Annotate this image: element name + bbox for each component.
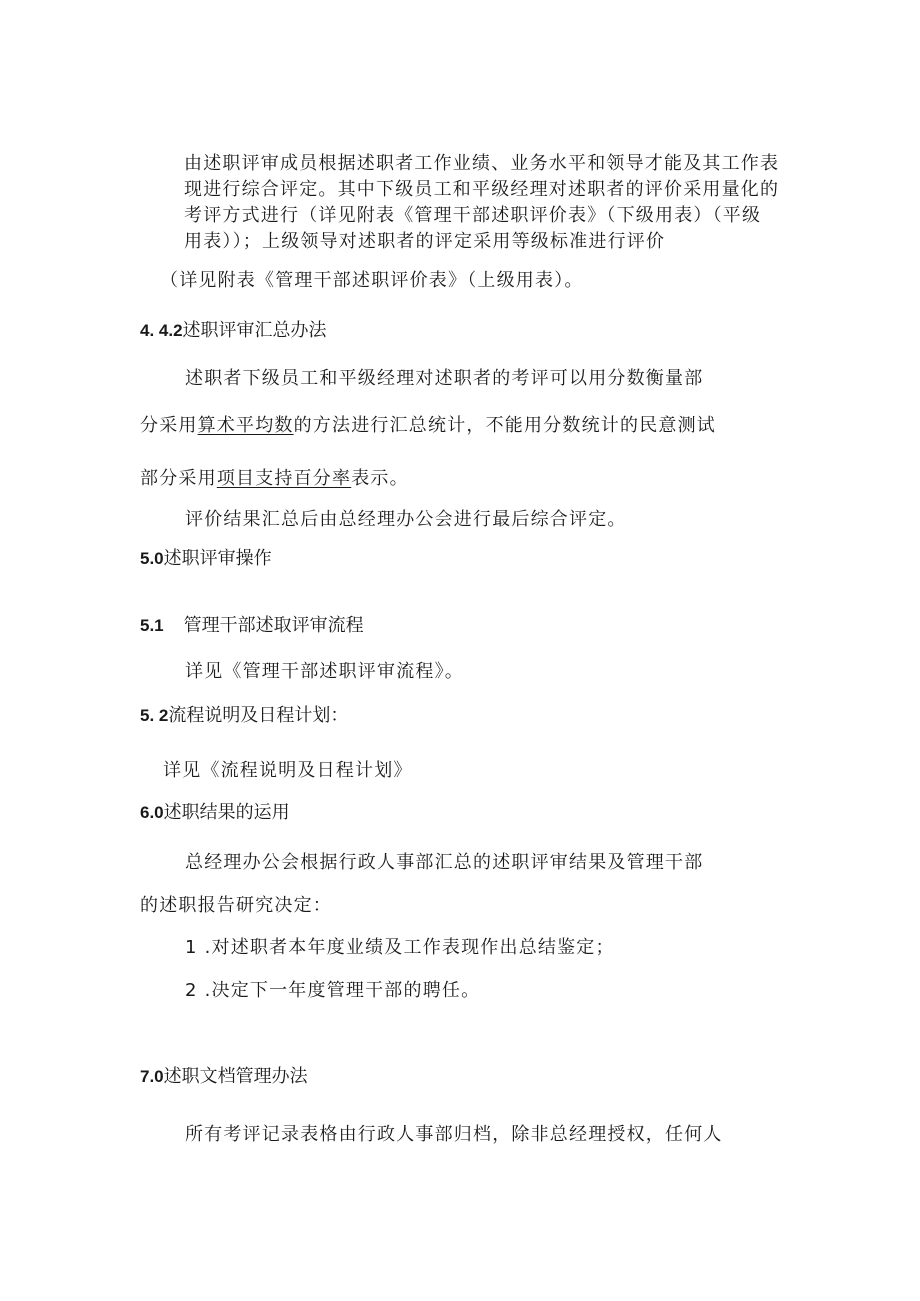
text-span: 分采用 bbox=[140, 415, 198, 436]
section-number: 5.1 bbox=[140, 616, 164, 635]
section-title: 述职文档管理办法 bbox=[163, 1066, 308, 1087]
section-number: 4. 4.2 bbox=[140, 321, 183, 340]
section-title: 管理干部述取评审流程 bbox=[183, 615, 364, 636]
section-number: 5. 2 bbox=[140, 706, 169, 725]
s42-paragraph-2 bbox=[140, 413, 716, 439]
s52-paragraph-1: 详见《流程说明及日程计划》 bbox=[163, 760, 413, 781]
section-4-2-heading bbox=[140, 318, 327, 344]
intro-line-5: （详见附表《管理干部述职评价表》（上级用表）。 bbox=[160, 270, 584, 291]
s42-paragraph-1: 述职者下级员工和平级经理对述职者的考评可以用分数衡量部 bbox=[185, 368, 704, 389]
s60-paragraph-1: 总经理办公会根据行政人事部汇总的述职评审结果及管理干部 bbox=[185, 852, 704, 873]
section-number: 7.0 bbox=[140, 1067, 164, 1086]
section-5-2-heading bbox=[140, 703, 348, 729]
section-title: 述职评审汇总办法 bbox=[182, 320, 327, 341]
section-title: 述职评审操作 bbox=[163, 548, 272, 569]
s60-paragraph-2: 的述职报告研究决定： bbox=[140, 895, 332, 916]
s60-list-item-1: 1 .对述职者本年度业绩及工作表现作出总结鉴定； bbox=[185, 937, 615, 958]
text-span: 的方法进行汇总统计，不能用分数统计的民意测试 bbox=[293, 415, 717, 436]
section-number: 6.0 bbox=[140, 803, 164, 822]
s42-paragraph-4: 评价结果汇总后由总经理办公会进行最后综合评定。 bbox=[185, 509, 627, 530]
s60-list-item-2: 2 .决定下一年度管理干部的聘任。 bbox=[185, 980, 481, 1001]
s70-paragraph-1: 所有考评记录表格由行政人事部归档，除非总经理授权，任何人 bbox=[185, 1124, 723, 1145]
arithmetic-mean-link[interactable]: 算术平均数 bbox=[197, 415, 294, 436]
section-title: 流程说明及日程计划： bbox=[168, 705, 349, 726]
section-title: 述职结果的运用 bbox=[163, 802, 290, 823]
support-percentage-link[interactable]: 项目支持百分率 bbox=[216, 468, 352, 489]
section-5-0-heading bbox=[140, 546, 272, 572]
text-span: 部分采用 bbox=[140, 468, 217, 489]
text-span: 表示。 bbox=[351, 468, 409, 489]
s51-paragraph-1: 详见《管理干部述职评审流程》。 bbox=[185, 661, 464, 682]
intro-line-1: 由述职评审成员根据述职者工作业绩、业务水平和领导才能及其工作表 bbox=[184, 153, 780, 174]
intro-line-2: 现进行综合评定。其中下级员工和平级经理对述职者的评价采用量化的 bbox=[184, 179, 780, 200]
intro-line-4: 用表））；上级领导对述职者的评定采用等级标准进行评价 bbox=[184, 231, 666, 252]
intro-line-3: 考评方式进行（详见附表《管理干部述职评价表》（下级用表）（平级 bbox=[184, 205, 762, 226]
section-6-0-heading bbox=[140, 800, 290, 826]
s42-paragraph-3 bbox=[140, 466, 409, 492]
section-7-0-heading bbox=[140, 1064, 308, 1090]
section-number: 5.0 bbox=[140, 549, 164, 568]
section-5-1-heading bbox=[140, 613, 364, 639]
